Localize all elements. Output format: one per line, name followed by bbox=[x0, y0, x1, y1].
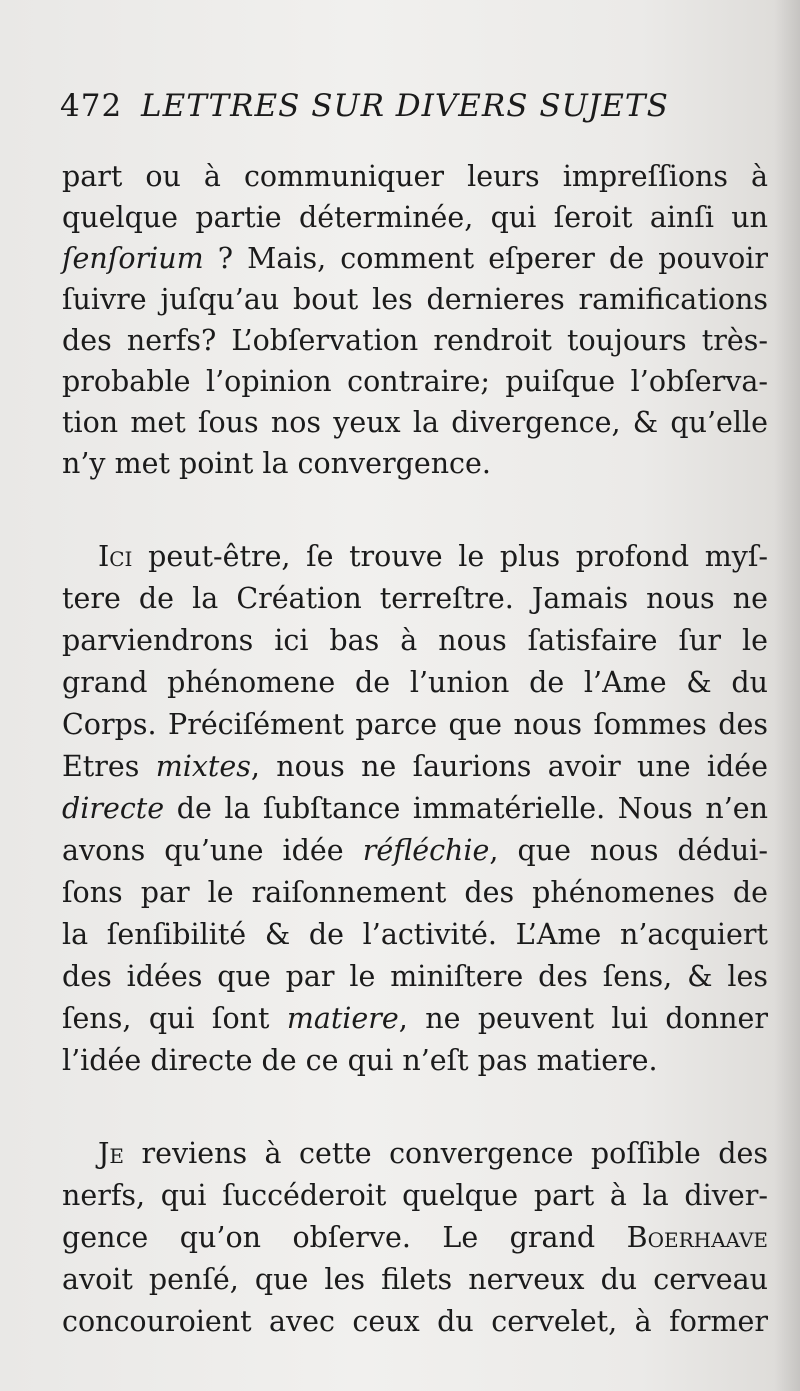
p1-line-5: des nerfs? L’obſervation rendroit toujours très- bbox=[62, 324, 768, 357]
running-title: LETTRES SUR DIVERS SUJETS bbox=[141, 88, 669, 124]
p2-line-2: tere de la Création terreſtre. Jamais nous ne bbox=[62, 582, 768, 615]
italic-term: réfléchie bbox=[362, 834, 490, 867]
italic-term: matiere bbox=[286, 1002, 399, 1035]
small-caps-name: Boerhaave bbox=[626, 1221, 769, 1254]
p1-line-3 bbox=[62, 240, 768, 278]
p1-line-8: n’y met point la convergence. bbox=[62, 447, 491, 480]
p2-line-8 bbox=[62, 832, 768, 870]
p2-line-4: grand phénomene de l’union de l’Ame & du bbox=[62, 666, 768, 699]
text-run: reviens à cette convergence poſſible des bbox=[141, 1137, 768, 1170]
p3-line-1 bbox=[98, 1135, 768, 1173]
p1-line-4: ſuivre juſqu’au bout les dernieres ramifications bbox=[62, 283, 768, 316]
p1-line-7: tion met ſous nos yeux la divergence, & qu’elle bbox=[62, 406, 768, 439]
p3-line-2: nerfs, qui ſuccéderoit quelque part à la diver- bbox=[62, 1179, 768, 1212]
p1-line-6: probable l’opinion contraire; puiſque l’obſerva- bbox=[62, 365, 768, 398]
text-run: ? Mais, comment eſperer de pouvoir bbox=[217, 242, 768, 275]
text-run: ſens, qui ſont bbox=[62, 1002, 270, 1035]
page-number: 472 bbox=[60, 88, 123, 124]
drop-word: Ici bbox=[98, 540, 133, 573]
p2-line-1 bbox=[98, 538, 768, 576]
italic-term: ſenſorium bbox=[62, 242, 204, 275]
italic-term: directe bbox=[62, 792, 165, 825]
p2-line-9: ſons par le raiſonnement des phénomenes de bbox=[62, 876, 768, 909]
p2-line-13: l’idée directe de ce qui n’eſt pas matiere. bbox=[62, 1044, 658, 1077]
text-run: de la ſubſtance immatérielle. Nous n’en bbox=[176, 792, 768, 825]
p2-line-5: Corps. Préciſément parce que nous ſommes des bbox=[62, 708, 768, 741]
p2-line-7 bbox=[62, 790, 768, 828]
text-run: , nous ne ſaurions avoir une idée bbox=[250, 750, 769, 783]
page-header bbox=[60, 86, 670, 126]
text-run: gence qu’on obſerve. Le grand bbox=[62, 1221, 596, 1254]
italic-term: mixtes bbox=[155, 750, 251, 783]
p3-line-3 bbox=[62, 1219, 768, 1257]
drop-word: Je bbox=[98, 1137, 125, 1170]
p3-line-4: avoit penſé, que les filets nerveux du cerveau bbox=[62, 1263, 768, 1296]
text-run: peut-être, ſe trouve le plus profond myſ- bbox=[148, 540, 769, 573]
p2-line-3: parviendrons ici bas à nous ſatisfaire ſur le bbox=[62, 624, 768, 657]
p3-line-5: concouroient avec ceux du cervelet, à former bbox=[62, 1305, 768, 1338]
text-run: avons qu’une idée bbox=[62, 834, 344, 867]
p2-line-12 bbox=[62, 1000, 768, 1038]
text-run: , que nous dédui- bbox=[489, 834, 768, 867]
page-edge-shadow bbox=[774, 0, 800, 1391]
text-run: , ne peuvent lui donner bbox=[398, 1002, 768, 1035]
p1-line-1: part ou à communiquer leurs impreſſions à bbox=[62, 160, 768, 193]
text-run: Etres bbox=[62, 750, 140, 783]
p2-line-6 bbox=[62, 748, 768, 786]
p2-line-11: des idées que par le miniſtere des ſens, & les bbox=[62, 960, 768, 993]
p2-line-10: la ſenſibilité & de l’activité. L’Ame n’acquiert bbox=[62, 918, 768, 951]
p1-line-2: quelque partie déterminée, qui ſeroit ainſi un bbox=[62, 201, 768, 234]
